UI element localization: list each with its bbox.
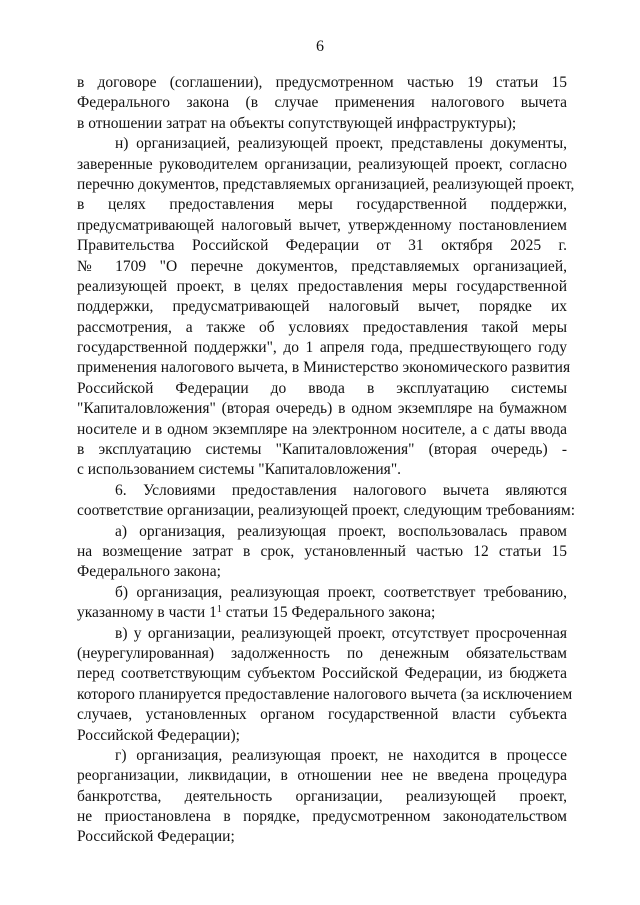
text-line: реализующей проект, в целях предоставления меры государственной [77,277,567,295]
text-line: рассмотрения, а также об условиях предоставления такой меры [77,318,567,336]
text-line: в договоре (соглашении), предусмотренном частью 19 статьи 15 [77,74,567,91]
text-line: Федерального закона (в случае применения налогового вычета [77,94,567,112]
text-line: Правительства Российской Федерации от 31 октября 2025 г. [77,237,567,255]
text-line: б) организация, реализующая проект, соответствует требованию, [115,583,567,601]
text-line: предусматривающей налоговый вычет, утвержденному постановлением [77,216,567,234]
text-line: в) у организации, реализующей проект, отсутствует просроченная [115,624,567,642]
paragraph-n [77,134,575,481]
text-line: в отношении затрат на объекты сопутствующей инфраструктуры); [77,114,517,132]
text-line: соответствие организации, реализующей проект, следующим требованиям: [77,502,576,520]
text-line: применения налогового вычета, в Министерство экономического развития [77,359,571,377]
text-line: на возмещение затрат в срок, установленный частью 12 статьи 15 [77,542,567,560]
text-line: банкротства, деятельность организации, реализующей проект, [77,787,567,805]
text-line: в эксплуатацию системы "Капиталовложения" (вторая очередь) - [77,441,567,459]
text-fragment: указанному в части 1 [77,604,217,622]
page-number: 6 [316,38,324,55]
paragraph-b [77,583,567,624]
text-line: поддержки, предусматривающей налоговый вычет, порядке их [77,298,567,316]
text-line: Российской Федерации; [77,828,235,846]
text-line: реорганизации, ликвидации, в отношении нее не введена процедура [77,767,567,785]
text-line: носителе и в одном экземпляре на электронном носителе, а с даты ввода [77,420,567,438]
text-line: 6. Условиями предоставления налогового вычета являются [115,481,567,499]
text-line: перед соответствующим субъектом Российской Федерации, из бюджета [77,665,567,683]
text-line: которого планируется предоставление налогового вычета (за исключением [77,685,573,703]
text-line: Российской Федерации до ввода в эксплуатацию системы [77,379,567,397]
text-line: заверенные руководителем организации, реализующей проект, согласно [77,155,567,173]
superscript: 1 [216,604,222,616]
text-line: в целях предоставления меры государственной поддержки, [77,196,567,214]
text-line: перечню документов, представляемых организацией, реализующей проект, [77,175,575,193]
text-line-with-superscript [77,603,567,623]
text-line: а) организация, реализующая проект, воспользовалась правом [115,522,567,540]
text-line: не приостановлена в порядке, предусмотренном законодательством [77,808,567,826]
text-line: Российской Федерации); [77,726,240,744]
paragraph-v [77,624,573,746]
text-line: № 1709 "О перечне документов, представляемых организацией, [77,257,567,275]
text-line: случаев, установленных органом государственной власти субъекта [77,706,567,724]
document-body [77,73,576,848]
paragraph-6 [77,481,576,522]
text-line: (неурегулированная) задолженность по денежным обязательствам [77,644,567,662]
paragraph-a [77,522,567,583]
text-fragment: статьи 15 Федерального закона; [225,604,436,622]
text-line: Федерального закона; [77,563,221,581]
paragraph-g [77,746,567,848]
text-line: г) организация, реализующая проект, не находится в процессе [115,746,567,764]
paragraph-m-tail [77,73,567,134]
text-line: н) организацией, реализующей проект, представлены документы, [115,135,567,153]
text-line: "Капиталовложения" (вторая очередь) в одном экземпляре на бумажном [77,400,567,418]
text-line: с использованием системы "Капиталовложения". [77,461,402,479]
text-line: государственной поддержки", до 1 апреля года, предшествующего году [77,339,567,357]
